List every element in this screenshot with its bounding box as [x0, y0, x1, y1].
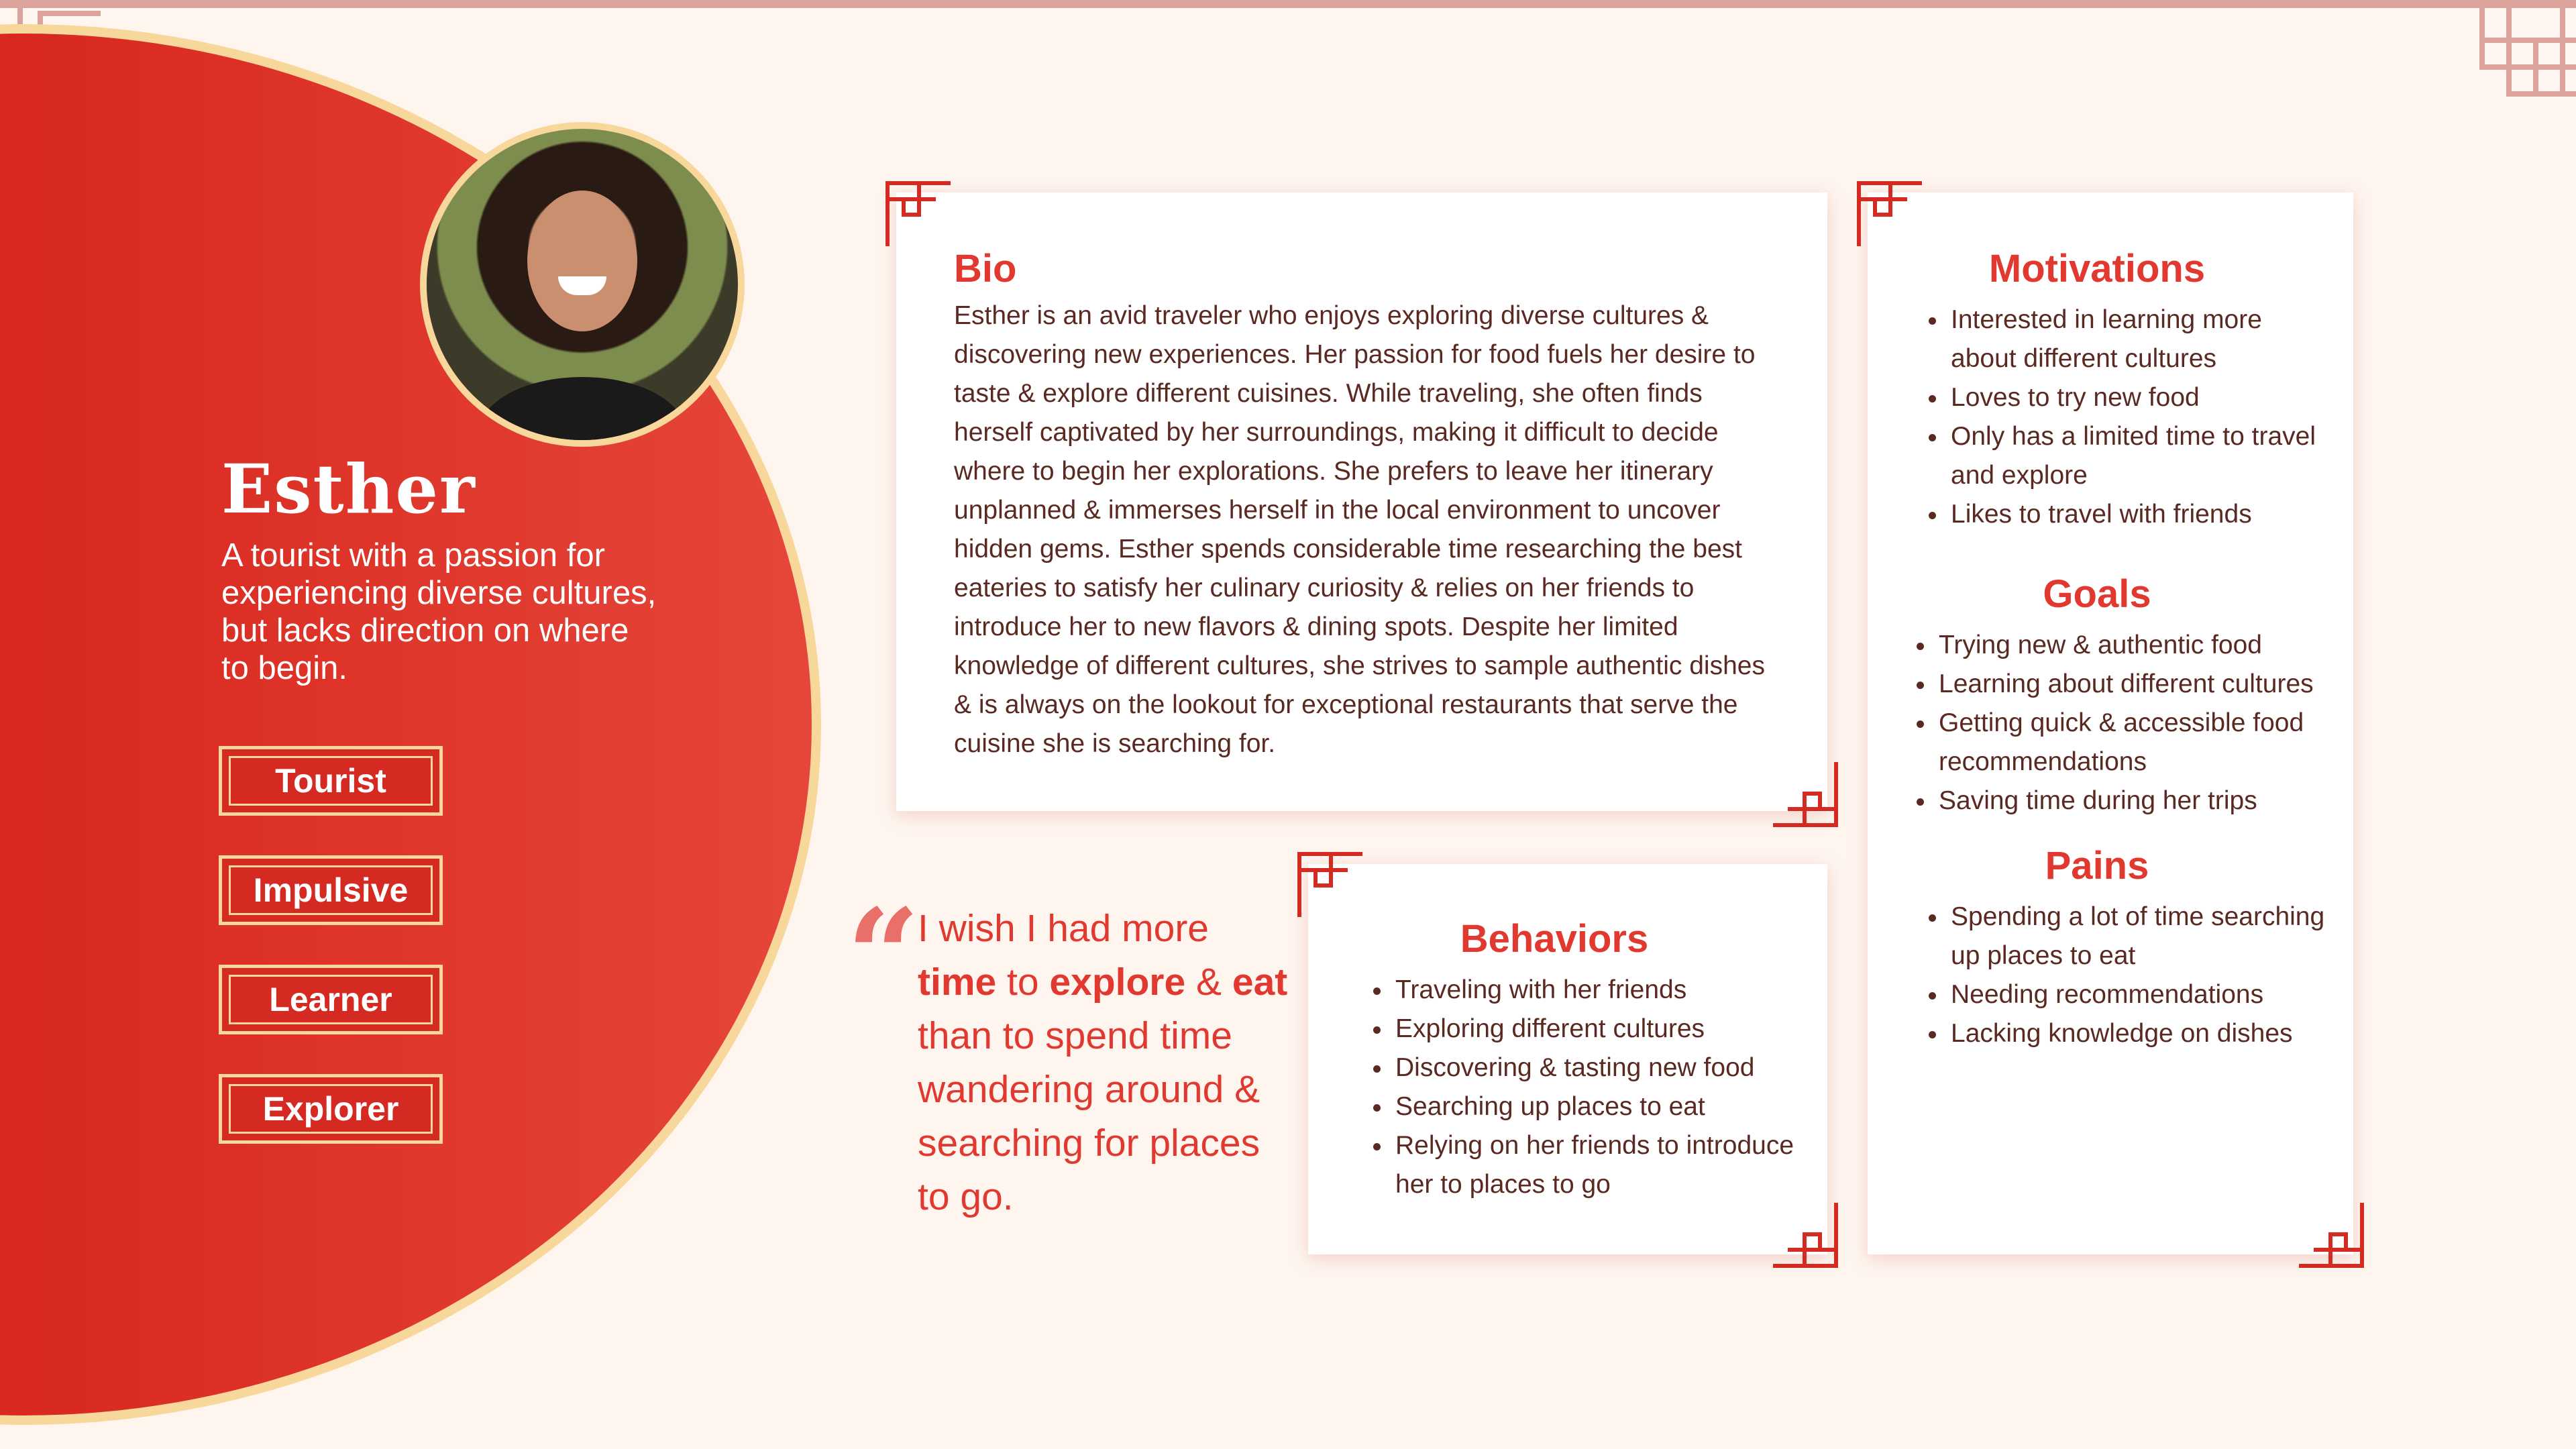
motivations-list	[1921, 301, 2326, 534]
tag-impulsive: Impulsive	[219, 855, 443, 925]
list-item: • Traveling with her friends	[1393, 971, 1801, 1010]
list-item: • Learning about different cultures	[1936, 665, 2326, 704]
bio-text: Esther is an avid traveler who enjoys exploring diverse cultures & discovering new experiences. Her passion for food fuels her desire to taste & explore different cuisines. While traveling, she often finds herself captivated by her surroundings, making it difficult to decide where to begin her explorations. She prefers to leave her itinerary unplanned & immerses herself in the local environment to uncover hidden gems. Esther spends considerable time researching the best eateries to satisfy her culinary curiosity & relies on her friends to introduce her to new flavors & dining spots. Despite her limited knowledge of different cultures, she strives to sample authentic dishes & is always on the lookout for exceptional restaurants that serve the cuisine she is searching for.	[954, 301, 1765, 758]
list-item: • Lacking knowledge on dishes	[1948, 1014, 2326, 1053]
persona-tagline: A tourist with a passion for experiencing diverse cultures, but lacks direction on where to begin.	[221, 537, 657, 686]
lattice-corner-icon	[1771, 760, 1838, 827]
avatar	[427, 129, 738, 440]
list-item: • Discovering & tasting new food	[1393, 1049, 1801, 1087]
list-item: • Saving time during her trips	[1936, 782, 2326, 820]
bio-title: Bio	[954, 247, 1017, 290]
lattice-corner-icon	[1857, 181, 1924, 248]
list-item: • Searching up places to eat	[1393, 1087, 1801, 1126]
list-item: • Needing recommendations	[1948, 975, 2326, 1014]
list-item: • Relying on her friends to introduce her to places to go	[1393, 1126, 1801, 1204]
lattice-corner-icon	[1297, 852, 1364, 919]
list-item: • Exploring different cultures	[1393, 1010, 1801, 1049]
motivations-title: Motivations	[1988, 247, 2206, 290]
list-item: • Getting quick & accessible food recommendations	[1936, 704, 2326, 782]
tag-learner: Learner	[219, 965, 443, 1034]
bio-card	[896, 193, 1827, 811]
list-item: • Only has a limited time to travel and explore	[1948, 417, 2326, 495]
list-item: • Spending a lot of time searching up places to eat	[1948, 898, 2326, 975]
persona-quote: I wish I had more time to explore & eat than to spend time wandering around & searching for places to go.	[918, 907, 1288, 1218]
behaviors-list	[1366, 971, 1801, 1204]
behaviors-card	[1308, 864, 1827, 1254]
list-item: • Interested in learning more about different cultures	[1948, 301, 2326, 378]
lattice-corner-icon	[2469, 0, 2576, 101]
motivations-goals-pains-card	[1868, 193, 2353, 1254]
list-item: • Trying new & authentic food	[1936, 626, 2326, 665]
lattice-corner-icon	[885, 181, 953, 248]
lattice-corner-icon	[2297, 1201, 2364, 1268]
tag-tourist: Tourist	[219, 746, 443, 816]
persona-name: Esther	[221, 449, 476, 529]
pains-title: Pains	[2045, 844, 2149, 888]
list-item: • Likes to travel with friends	[1948, 495, 2326, 534]
list-item: • Loves to try new food	[1948, 378, 2326, 417]
tag-explorer: Explorer	[219, 1074, 443, 1144]
top-border	[0, 0, 2576, 8]
behaviors-title: Behaviors	[1460, 917, 1649, 961]
pains-list	[1921, 898, 2326, 1053]
quote-mark-icon: “	[847, 881, 920, 1030]
goals-title: Goals	[2043, 572, 2151, 616]
goals-list	[1909, 626, 2326, 820]
lattice-corner-icon	[1771, 1201, 1838, 1268]
